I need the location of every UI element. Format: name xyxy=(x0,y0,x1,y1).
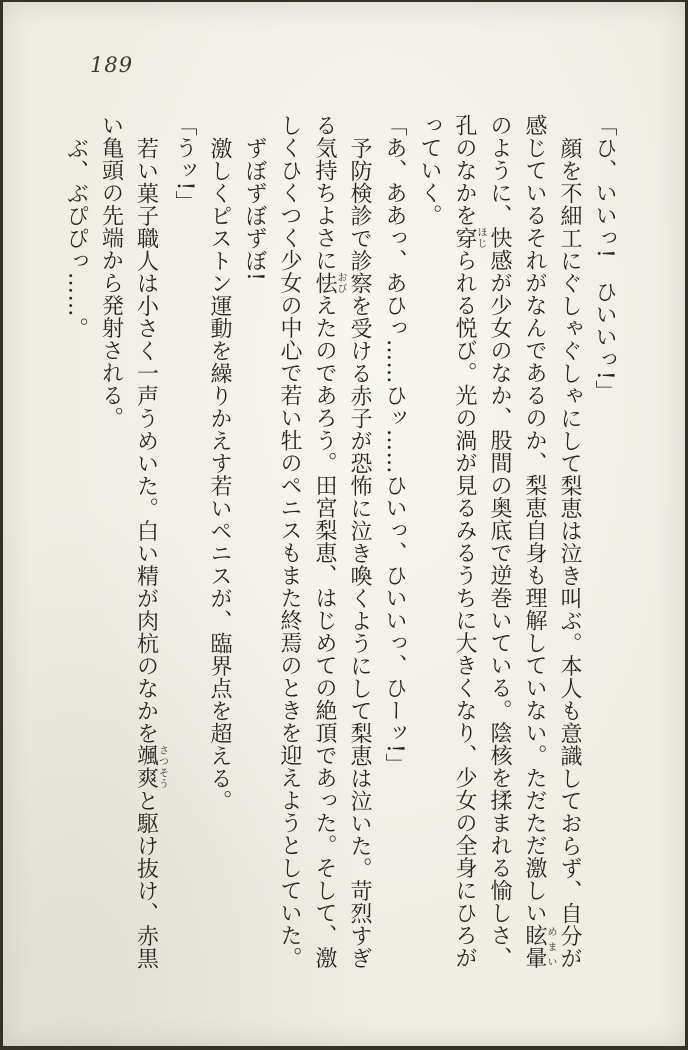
paragraph: 「ひ、いいっ! ひいいっ!」 xyxy=(592,114,617,403)
furigana-ruby: 怯おび xyxy=(312,271,346,294)
paragraph: 激しくピストン運動を繰りかえす若いペニスが、臨界点を超える。 xyxy=(207,136,232,812)
paragraph: ずぼずぼずぼ! xyxy=(242,136,267,281)
paragraph: 予防検診で診察を受ける赤子が恐怖に泣き喚くようにして梨恵は泣いた。苛烈すぎる気持ちよさに怯おびえたのであろう。田宮梨恵、はじめての絶頂であった。そして、激しくひくつく少女の中心で若い牡のペニスもまた終焉のときを迎えようとしていた。 xyxy=(277,114,372,969)
paragraph: ぶ、ぶぴぴっ……。 xyxy=(63,136,89,339)
text-block xyxy=(57,114,622,970)
furigana-ruby: 穿ほじ xyxy=(452,226,486,249)
paragraph: 顔を不細工にぐしゃぐしゃにして梨恵は泣き叫ぶ。本人も意識しておらず、自分が感じているそれがなんであるのか、梨恵自身も理解していない。ただただ激しい眩暈めまいのように、快感が少女のなか、股間の奥底で逆巻いている。陰核を揉まれる愉しさ、孔のなかを穿ほじられる悦び。光の渦が見るみるうちに大きくなり、少女の全身にひろがっていく。 xyxy=(417,114,582,969)
page-number: 189 xyxy=(90,53,134,77)
paragraph: 若い菓子職人は小さく一声うめいた。白い精が肉杭のなかを颯爽さつそうと駆け抜け、赤黒い亀頭の先端から発射される。 xyxy=(98,114,168,969)
paragraph: 「あ、ああっ、あひっ……ひッ……ひいっ、ひいいっ、ひーッ!」 xyxy=(382,114,407,776)
paragraph: 「うッ!」 xyxy=(172,114,197,214)
furigana-ruby: 眩暈めまい xyxy=(522,924,556,969)
furigana-ruby: 颯爽さつそう xyxy=(133,744,168,789)
